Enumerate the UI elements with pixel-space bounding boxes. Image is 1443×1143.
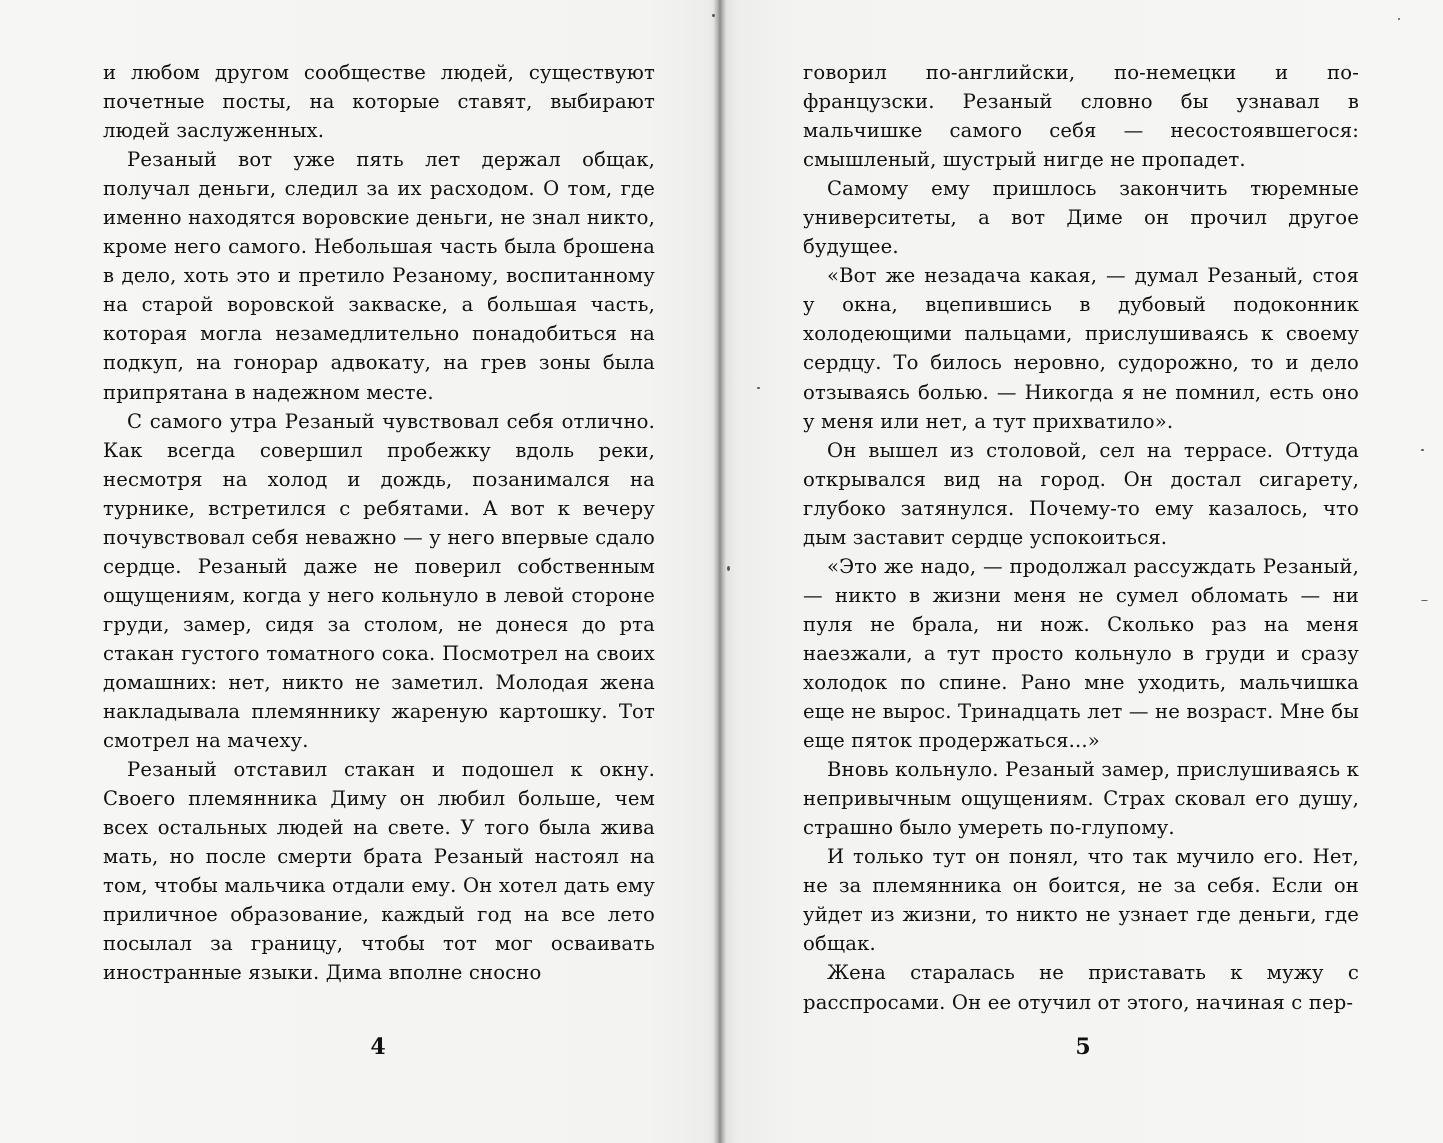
- paragraph: говорил по-английски, по-немецки и по-французски. Резаный словно бы узнавал в мальчишке самого себя — несостоявшегося: смышленый, шустрый нигде не пропадет.: [803, 61, 1359, 172]
- paragraph: «Это же надо, — продолжал рассуждать Резаный, — никто в жизни меня не сумел обломать — ни пуля не брала, ни нож. Сколько раз на меня наезжали, а тут просто кольнуло в груди и сразу холодок по спине. Рано мне уходить, мальчишка еще не вырос. Тринадцать лет — не возраст. Мне бы еще пяток продержаться...»: [803, 554, 1359, 753]
- paragraph: Вновь кольнуло. Резаный замер, прислушиваясь к непривычным ощущениям. Страх сковал его душу, страшно было умереть по-глупому.: [803, 758, 1359, 840]
- book-gutter: [713, 0, 727, 1143]
- paragraph: Жена старалась не приставать к мужу с расспросами. Он ее отучил от этого, начиная с пер-: [803, 961, 1359, 1014]
- scan-speck: [1421, 600, 1428, 601]
- paragraph: С самого утра Резаный чувствовал себя отлично. Как всегда совершил пробежку вдоль реки, несмотря на холод и дождь, позанимался на турнике, встретился с ребятами. А вот к вечеру почувствовал себя неважно — у него впервые сдало сердце. Резаный даже не поверил собственным ощущениям, когда у него кольнуло в левой стороне груди, замер, сидя за столом, не донеся до рта стакан густого томатного сока. Посмотрел на своих домашних: нет, никто не заметил. Молодая жена накладывала племяннику жареную картошку. Тот смотрел на мачеху.: [103, 409, 655, 753]
- right-page: [803, 58, 1359, 1017]
- paragraph: Резаный вот уже пять лет держал общак, получал деньги, следил за их расходом. О том, где именно находятся воровские деньги, не знал никто, кроме него самого. Небольшая часть была брошена в дело, хоть это и претило Резаному, воспитанному на старой воровской закваске, а большая часть, которая могла незамедлительно понадобиться на подкуп, на гонорар адвокату, на грев зоны была припрятана в надежном месте.: [103, 148, 655, 404]
- page-number-left: 4: [370, 1034, 386, 1060]
- paragraph: Самому ему пришлось закончить тюремные университеты, а вот Диме он прочил другое будущее.: [803, 177, 1359, 259]
- left-page: [103, 58, 655, 988]
- paragraph: и любом другом сообществе людей, существуют почетные посты, на которые ставят, выбирают людей заслуженных.: [103, 61, 655, 143]
- scan-speck: [712, 14, 715, 17]
- scan-speck: [1421, 449, 1424, 451]
- page-number-right: 5: [1075, 1034, 1091, 1060]
- paragraph: «Вот же незадача какая, — думал Резаный, стоя у окна, вцепившись в дубовый подоконник холодеющими пальцами, прислушиваясь к своему сердцу. То билось неровно, судорожно, то и дело отзываясь болью. — Никогда я не помнил, есть оно у меня или нет, а тут прихватило».: [803, 264, 1359, 433]
- scan-speck: [757, 387, 760, 389]
- scan-speck: [1398, 18, 1400, 20]
- paragraph: Он вышел из столовой, сел на террасе. Оттуда открывался вид на город. Он достал сигарету, глубоко затянулся. Почему-то ему казалось, что дым заставит сердце успокоиться.: [803, 438, 1359, 549]
- paragraph: И только тут он понял, что так мучило его. Нет, не за племянника он боится, не за себя. Если он уйдет из жизни, то никто не узнает где деньги, где общак.: [803, 845, 1359, 956]
- scan-speck: [727, 566, 730, 571]
- paragraph: Резаный отставил стакан и подошел к окну. Своего племянника Диму он любил больше, чем всех остальных людей на свете. У того была жива мать, но после смерти брата Резаный настоял на том, чтобы мальчика отдали ему. Он хотел дать ему приличное образование, каждый год на все лето посылал за границу, чтобы тот мог осваивать иностранные языки. Дима вполне сносно: [103, 758, 655, 985]
